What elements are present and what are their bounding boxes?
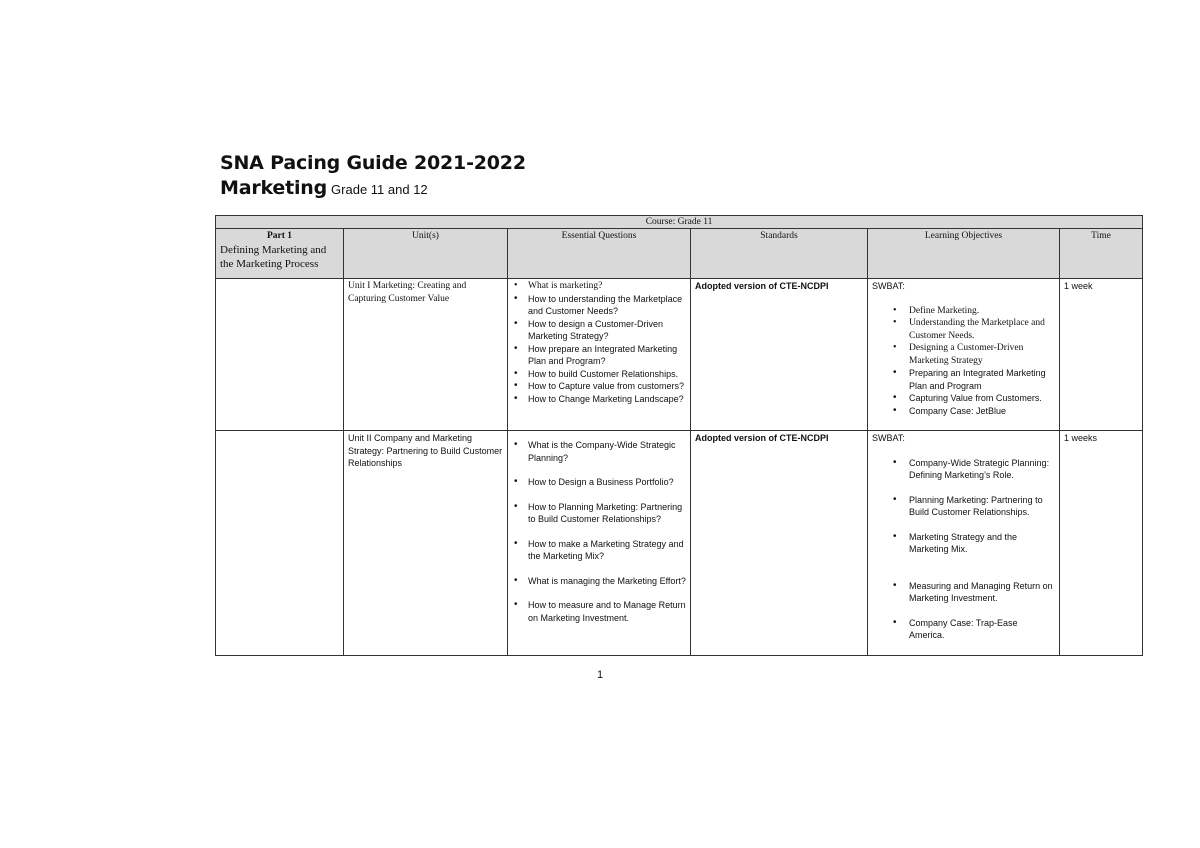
column-header-objectives: Learning Objectives [868,229,1060,279]
list-item: • What is managing the Marketing Effort? [512,575,686,588]
list-item: • How to measure and to Manage Return on Marketing Investment. [512,599,686,624]
column-header-questions: Essential Questions [508,229,691,279]
standards-cell [691,279,868,431]
objectives-cell [868,431,1060,656]
list-item: • How to make a Marketing Strategy and the Marketing Mix? [512,538,686,563]
table-row [216,431,1143,656]
list-item: • Marketing Strategy and the Marketing Mix. [872,531,1055,556]
list-item: • Company Case: JetBlue [872,405,1055,418]
part-cell [216,431,344,656]
table-row [216,279,1143,431]
column-header-row [216,229,1143,279]
subject-name: Marketing [220,177,328,199]
part-cell [216,279,344,431]
objectives-cell [868,279,1060,431]
list-item: • Designing a Customer-Driven Marketing Strategy [872,342,1055,367]
part-header-cell [216,229,344,279]
list-item: • How prepare an Integrated Marketing Plan and Program? [512,343,686,368]
page-number: 1 [596,669,604,681]
document-subtitle [220,177,428,199]
grade-range: Grade 11 and 12 [331,182,428,197]
column-header-standards: Standards [691,229,868,279]
column-header-units: Unit(s) [344,229,508,279]
column-header-time: Time [1060,229,1143,279]
list-item: • Company Case: Trap-Ease America. [872,617,1055,642]
time-cell: 1 weeks [1060,431,1143,656]
part-subtitle: Defining Marketing and the Marketing Process [220,243,327,270]
questions-cell [508,431,691,656]
list-item: • Preparing an Integrated Marketing Plan and Program [872,367,1055,392]
list-item: • How to design a Customer-Driven Marketing Strategy? [512,318,686,343]
questions-cell [508,279,691,431]
list-item: • How to build Customer Relationships. [512,368,686,381]
standards-text: Adopted version of CTE-NCDPI [695,281,829,291]
part-label: Part 1 [266,231,293,241]
document-title: SNA Pacing Guide 2021-2022 [220,152,526,174]
pacing-guide-table [215,215,1143,656]
list-item: • Planning Marketing: Partnering to Build Customer Relationships. [872,494,1055,519]
unit-cell: Unit I Marketing: Creating and Capturing Customer Value [344,279,508,431]
list-item: • How to Capture value from customers? [512,380,686,393]
list-item: • How to Change Marketing Landscape? [512,393,686,406]
swbat-label: SWBAT: [872,433,905,443]
swbat-label: SWBAT: [872,281,905,291]
list-item: • What is marketing? [512,280,686,293]
objectives-list [872,457,1055,642]
list-item: • What is the Company-Wide Strategic Planning? [512,439,686,464]
list-item: • Measuring and Managing Return on Marketing Investment. [872,580,1055,605]
list-item: • Capturing Value from Customers. [872,392,1055,405]
standards-text: Adopted version of CTE-NCDPI [695,433,829,443]
list-item: • How to understanding the Marketplace and Customer Needs? [512,293,686,318]
list-item: • Company-Wide Strategic Planning: Defining Marketing’s Role. [872,457,1055,482]
list-item: • Understanding the Marketplace and Customer Needs. [872,317,1055,342]
questions-list [512,439,686,624]
unit-cell: Unit II Company and Marketing Strategy: Partnering to Build Customer Relationships [344,431,508,656]
list-item: • Define Marketing. [872,305,1055,318]
standards-cell [691,431,868,656]
time-cell: 1 week [1060,279,1143,431]
course-title: Course: Grade 11 [216,216,1143,229]
questions-list [512,280,686,405]
objectives-list [872,305,1055,418]
course-header-row [216,216,1143,229]
list-item: • How to Planning Marketing: Partnering to Build Customer Relationships? [512,501,686,526]
list-item: • How to Design a Business Portfolio? [512,476,686,489]
